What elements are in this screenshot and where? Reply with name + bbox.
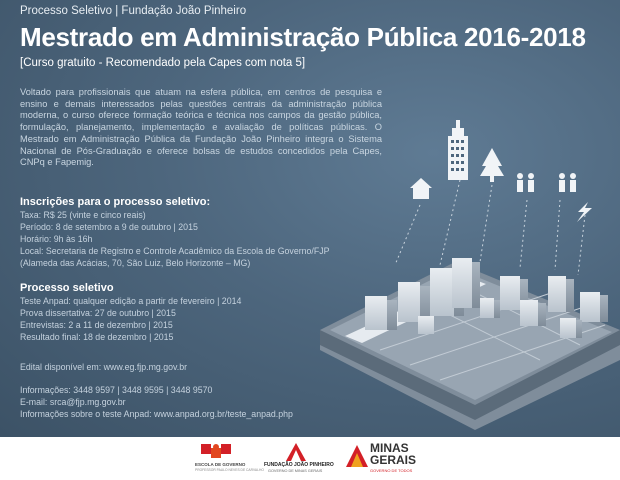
logo3-line1: MINAS <box>370 441 409 455</box>
inscricoes-line: Período: 8 de setembro a 9 de outubro | 2015 <box>20 222 198 232</box>
subtitle: [Curso gratuito - Recomendado pela Capes com nota 5] <box>20 57 306 69</box>
inscricoes-line: Local: Secretaria de Registro e Controle Acadêmico da Escola de Governo/FJP <box>20 246 330 256</box>
logo2-line1: FUNDAÇÃO JOÃO PINHEIRO <box>264 462 334 468</box>
escola-de-governo-logo <box>195 442 264 476</box>
intro-paragraph: Voltado para profissionais que atuam na esfera pública, em centros de pesquisa e ensino e demais interessados pelas questões centrais da administração pública moderna, o curso oferece formação teórica e técnica nos campos da gestão pública, formulação, planejamento, implementação e avaliação de políticas públicas. O Mestrado em Administração Pública da Fundação João Pinheiro integra o Sistema Nacional de Pós-Graduação e oferece bolsas de estudos concedidos pela Capes, CNPq e Fapemig. <box>20 87 382 168</box>
processo-heading: Processo seletivo <box>20 282 114 294</box>
edital-link[interactable]: Edital disponível em: www.eg.fjp.mg.gov.br <box>20 362 188 372</box>
phone-numbers: Informações: 3448 9597 | 3448 9595 | 3448 9570 <box>20 385 213 395</box>
logo3-line3: GOVERNO DE TODOS <box>370 468 413 473</box>
processo-line: Teste Anpad: qualquer edição a partir de fevereiro | 2014 <box>20 296 242 306</box>
logo1-line1: ESCOLA DE GOVERNO <box>195 462 246 467</box>
tower-icon <box>448 120 468 180</box>
email-link[interactable]: E-mail: srca@fjp.mg.gov.br <box>20 397 126 407</box>
minas-gerais-logo <box>345 442 425 476</box>
kicker: Processo Seletivo | Fundação João Pinheiro <box>20 5 247 17</box>
house-icon <box>410 178 432 199</box>
processo-line: Prova dissertativa: 27 de outubro | 2015 <box>20 308 176 318</box>
processo-line: Resultado final: 18 de dezembro | 2015 <box>20 332 174 342</box>
logo2-line2: GOVERNO DE MINAS GERAIS <box>268 469 323 473</box>
processo-line: Entrevistas: 2 a 11 de dezembro | 2015 <box>20 320 173 330</box>
anpad-link[interactable]: Informações sobre o teste Anpad: www.anpad.org.br/teste_anpad.php <box>20 409 293 419</box>
fjp-logo <box>262 442 334 476</box>
footer <box>0 437 620 480</box>
lightning-icon <box>577 202 592 222</box>
puzzle-icon <box>195 442 241 462</box>
tree-icon <box>480 148 504 182</box>
city-illustration <box>300 120 620 437</box>
people-icon <box>517 173 576 192</box>
fjp-mark-icon <box>262 442 330 462</box>
logo3-line2: GERAIS <box>370 453 417 467</box>
inscricoes-heading: Inscrições para o processo seletivo: <box>20 196 211 208</box>
inscricoes-line: Taxa: R$ 25 (vinte e cinco reais) <box>20 210 146 220</box>
inscricoes-line: (Alameda das Acácias, 70, São Luiz, Belo Horizonte – MG) <box>20 258 251 268</box>
minas-triangle-icon <box>345 444 369 470</box>
inscricoes-line: Horário: 9h às 16h <box>20 234 93 244</box>
logo1-line2: PROFESSOR PAULO NEVES DE CARVALHO <box>195 468 264 472</box>
page-title: Mestrado em Administração Pública 2016-2018 <box>20 22 586 52</box>
